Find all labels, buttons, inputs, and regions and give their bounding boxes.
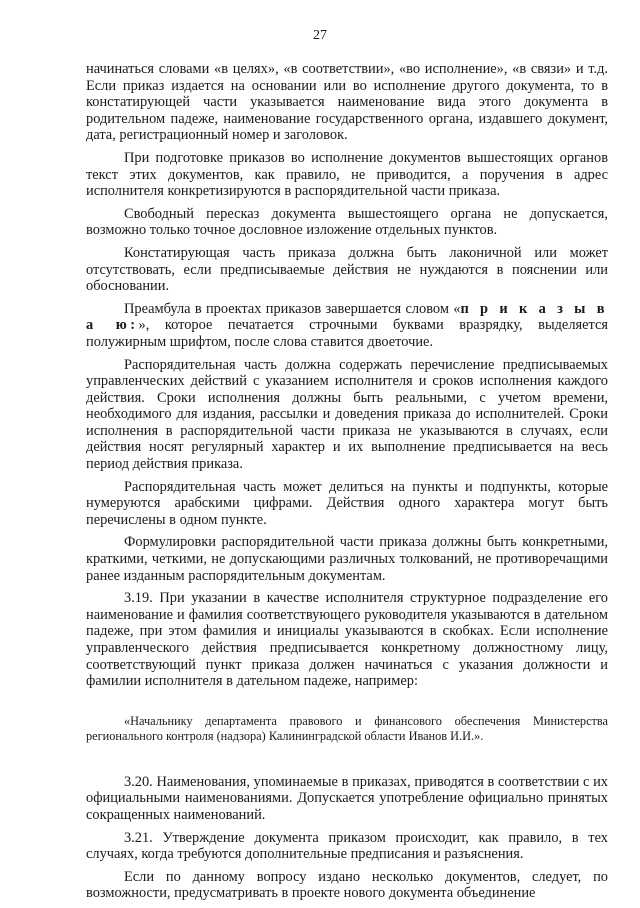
preamble-text-start: Преамбула в проектах приказов завершается словом « [124, 300, 461, 317]
paragraph-2: При подготовке приказов во исполнение документов вышестоящих органов текст этих документов, как правило, не приводится, а поручения в адрес исполнителя конкретизируются в распорядительной части приказа. [86, 149, 608, 200]
paragraph-3: Свободный пересказ документа вышестоящего органа не допускается, возможно только точное дословное изложение отдельных пунктов. [86, 205, 608, 239]
paragraph-12: Если по данному вопросу издано несколько документов, следует, по возможности, предусматривать в проекте нового документа объединение [86, 868, 608, 902]
paragraph-6: Распорядительная часть должна содержать перечисление предписываемых управленческих действий с указанием исполнителя и сроков исполнения каждого действия. Сроки исполнения должны быть реальными, с учетом времени, необходимого для издания, рассылки и доведения приказа до исполнителей. Сроки исполнения в распорядительной части приказа не указываются в случаях, если действия носят регулярный характер и их выполнение предписывается на весь период действия приказа. [86, 356, 608, 473]
page-number: 27 [313, 28, 327, 43]
prikazyvayu-word: п р и к а з ы в а ю: [86, 300, 608, 334]
preamble-text-end: », которое печатается строчными буквами вразрядку, выделяется полужирным шрифтом, после слова ставится двоеточие. [86, 317, 608, 350]
paragraph-3-20: 3.20. Наименования, упоминаемые в приказах, приводятся в соответствии с их официальными наименованиями. Допускается употребление официально принятых сокращенных наименований. [86, 773, 608, 823]
example-quote: «Начальнику департамента правового и финансового обеспечения Министерства регионального контроля (надзора) Калининградской области Иванов И.И.». [86, 713, 608, 743]
paragraph-4: Констатирующая часть приказа должна быть лаконичной или может отсутствовать, если предписываемые действия не нуждаются в пояснении или обосновании. [86, 244, 608, 295]
paragraph-3-19: 3.19. При указании в качестве исполнителя структурное подразделение его наименование и фамилия соответствующего руководителя указываются в дательном падеже, при этом фамилия и инициалы указываются в скобках. Если исполнение управленческого действия предписывается конкретному должностному лицу, соответствующий пункт приказа должен начинаться с указания должности и фамилии исполнителя в дательном падеже, например: [86, 590, 608, 690]
paragraph-1: начинаться словами «в целях», «в соответствии», «во исполнение», «в связи» и т.д. Если приказ издается на основании или во исполнение другого документа, то в констатирующей части указывается наименование вида этого документа в родительном падеже, наименование государственного органа, издавшего документ, дата, регистрационный номер и заголовок. [86, 61, 608, 144]
paragraph-8: Формулировки распорядительной части приказа должны быть конкретными, краткими, четкими, не допускающими различных толкований, не противоречащими ранее изданным распорядительным документам. [86, 534, 608, 584]
paragraph-5-preamble [86, 301, 608, 351]
paragraph-7: Распорядительная часть может делиться на пункты и подпункты, которые нумеруются арабскими цифрами. Действия одного характера могут быть перечислены в одном пункте. [86, 478, 608, 528]
document-body [86, 61, 608, 908]
paragraph-3-21: 3.21. Утверждение документа приказом происходит, как правило, в тех случаях, когда требуются дополнительные предписания и разъяснения. [86, 829, 608, 863]
